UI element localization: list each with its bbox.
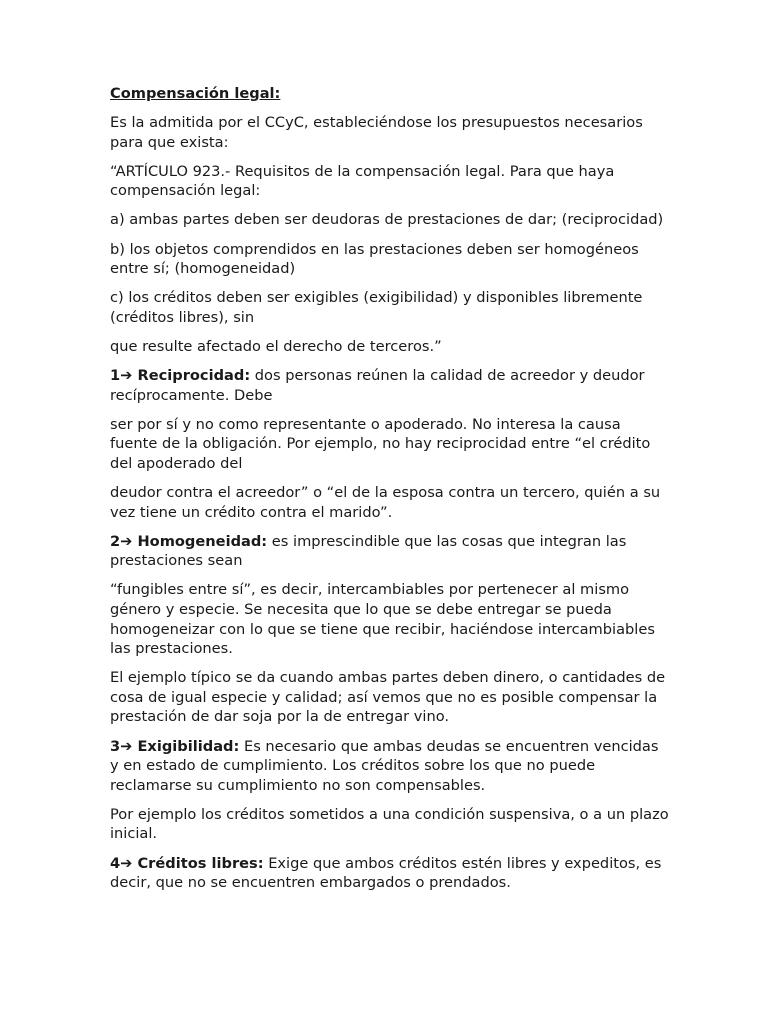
paragraph-homogeneidad-2: “fungibles entre sí”, es decir, intercambiables por pertenecer al mismo género y especie. Se necesita que lo que se debe entregar se pueda homogeneizar con lo que se tiene que recibir, haciéndose intercambiables las prestaciones. [110,581,655,658]
paragraph-item-a: a) ambas partes deben ser deudoras de prestaciones de dar; (reciprocidad) [110,211,664,229]
heading-creditos-libres: 4➔ Créditos libres: [110,854,264,872]
paragraph-exigibilidad [110,737,670,796]
heading-homogeneidad: 2➔ Homogeneidad: [110,532,268,550]
paragraph-reciprocidad [110,366,670,405]
paragraph-intro: Es la admitida por el CCyC, estableciéndose los presupuestos necesarios para que exista: [110,114,643,151]
paragraph-homogeneidad [110,532,670,571]
text-exigibilidad: Es necesario que ambas deudas se encuentren vencidas y en estado de cumplimiento. Los créditos sobre los que no puede reclamarse su cumplimiento no son compensables. [110,737,659,794]
document-title: Compensación legal: [110,85,281,102]
heading-reciprocidad: 1➔ Reciprocidad: [110,367,251,385]
paragraph-item-c-end: que resulte afectado el derecho de terceros.” [110,337,442,355]
paragraph-creditos-libres [110,854,670,893]
paragraph-reciprocidad-2: ser por sí y no como representante o apoderado. No interesa la causa fuente de la obligación. Por ejemplo, no hay reciprocidad entre “el crédito del apoderado del [110,415,651,472]
paragraph-item-b: b) los objetos comprendidos en las prestaciones deben ser homogéneos entre sí; (homogeneidad) [110,240,639,278]
paragraph-reciprocidad-3: deudor contra el acreedor” o “el de la esposa contra un tercero, quién a su vez tiene un crédito contra el marido”. [110,484,661,521]
paragraph-article-923: “ARTÍCULO 923.- Requisitos de la compensación legal. Para que haya compensación legal: [110,162,615,200]
text-creditos-libres: Exige que ambos créditos estén libres y expeditos, es decir, que no se encuentren embargados o prendados. [110,854,662,892]
paragraph-exigibilidad-2: Por ejemplo los créditos sometidos a una condición suspensiva, o a un plazo inicial. [110,805,669,843]
text-homogeneidad: es imprescindible que las cosas que integran las prestaciones sean [110,532,627,570]
document-body [110,84,670,902]
heading-exigibilidad: 3➔ Exigibilidad: [110,737,240,755]
paragraph-item-c: c) los créditos deben ser exigibles (exigibilidad) y disponibles libremente (créditos libres), sin [110,289,643,326]
paragraph-homogeneidad-3: El ejemplo típico se da cuando ambas partes deben dinero, o cantidades de cosa de igual especie y calidad; así vemos que no es posible compensar la prestación de dar soja por la de entregar vino. [110,669,666,726]
text-reciprocidad: dos personas reúnen la calidad de acreedor y deudor recíprocamente. Debe [110,367,645,404]
